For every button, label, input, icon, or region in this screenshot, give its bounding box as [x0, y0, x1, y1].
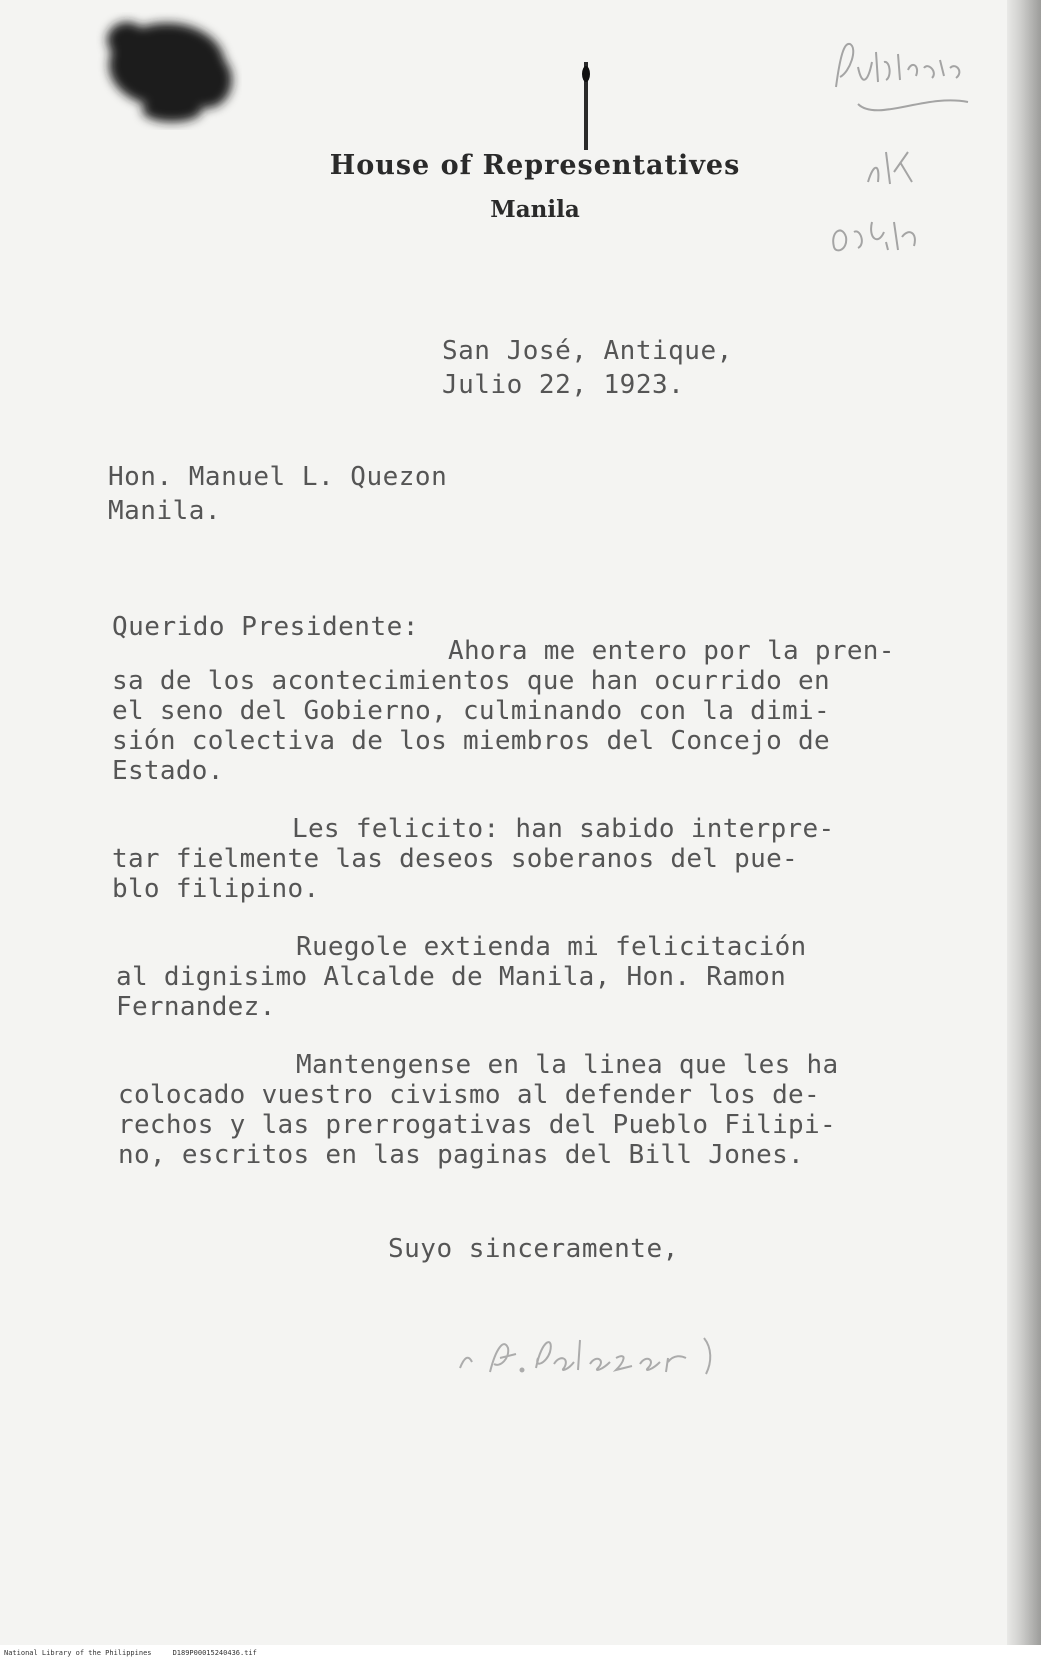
paragraph-3-line-2: al dignisimo Alcalde de Manila, Hon. Ramon: [116, 962, 787, 992]
footer-strip: [0, 1645, 1041, 1658]
margin-notes-handwriting: [828, 32, 998, 282]
paragraph-3-line-1: Ruegole extienda mi felicitación: [296, 932, 807, 962]
paragraph-1-line-4: sión colectiva de los miembros del Concejo de: [112, 726, 830, 756]
date-line-1: San José, Antique,: [442, 336, 733, 366]
paragraph-2-line-2: tar fielmente las deseos soberanos del pue-: [112, 844, 798, 874]
letterhead-city: Manila: [490, 196, 580, 223]
paragraph-1-line-2: sa de los acontecimientos que han ocurrido en: [112, 666, 830, 696]
paragraph-1-line-5: Estado.: [112, 756, 224, 786]
paragraph-1-line-1: Ahora me entero por la pren-: [448, 636, 895, 666]
letterhead-org: House of Representatives: [329, 150, 741, 181]
paragraph-2-line-1: Les felicito: han sabido interpre-: [292, 814, 835, 844]
paragraph-4-line-1: Mantengense en la linea que les ha: [296, 1050, 839, 1080]
salutation: Querido Presidente:: [112, 612, 419, 642]
paragraph-4-line-3: rechos y las prerrogativas del Pueblo Filipi-: [118, 1110, 836, 1140]
scan-footer: National Library of the Philippines D189P00015240436.tif: [4, 1649, 257, 1657]
paragraph-3-line-3: Fernandez.: [116, 992, 276, 1022]
closing: Suyo sinceramente,: [388, 1234, 679, 1264]
ink-mark: [582, 62, 590, 150]
ink-blot: [92, 10, 242, 130]
handwritten-signature: [450, 1318, 800, 1388]
scan-edge: [1007, 0, 1041, 1645]
paragraph-4-line-2: colocado vuestro civismo al defender los de-: [118, 1080, 820, 1110]
paragraph-1-line-3: el seno del Gobierno, culminando con la dimi-: [112, 696, 830, 726]
margin-notes: [828, 32, 998, 282]
paragraph-4-line-4: no, escritos en las paginas del Bill Jones.: [118, 1140, 804, 1170]
date-line-2: Julio 22, 1923.: [442, 370, 685, 400]
paragraph-2-line-3: blo filipino.: [112, 874, 320, 904]
recipient-city: Manila.: [108, 496, 222, 526]
recipient-name: Hon. Manuel L. Quezon: [108, 462, 448, 492]
